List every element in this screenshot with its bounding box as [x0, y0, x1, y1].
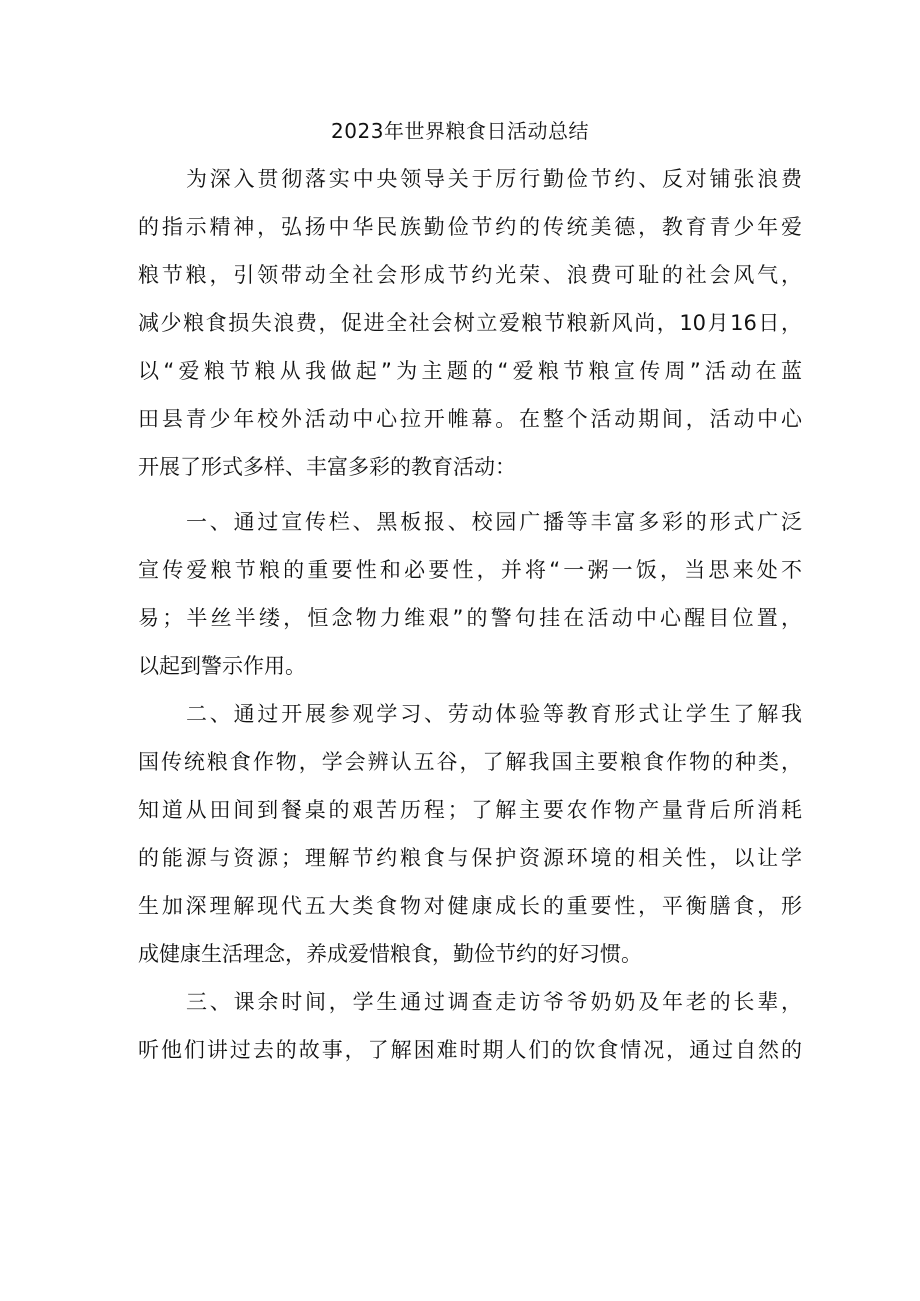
- text-line: 国传统粮食作物，学会辨认五谷，了解我国主要粮食作物的种类，: [138, 750, 802, 774]
- text-line: 宣传爱粮节粮的重要性和必要性，并将“一粥一饭，当思来处不: [138, 558, 802, 582]
- document-title: 2023年世界粮食日活动总结: [331, 119, 589, 143]
- text-line: 听他们讲过去的故事，了解困难时期人们的饮食情况，通过自然的: [138, 1038, 802, 1062]
- paragraph-item-1: [138, 498, 802, 690]
- paragraph-intro: [138, 155, 802, 491]
- text-line: 一、通过宣传栏、黑板报、校园广播等丰富多彩的形式广泛: [186, 510, 802, 534]
- text-line: 田县青少年校外活动中心拉开帷幕。在整个活动期间，活动中心: [138, 407, 802, 431]
- text-line: 生加深理解现代五大类食物对健康成长的重要性，平衡膳食，形: [138, 894, 802, 918]
- paragraph-item-3: [138, 978, 802, 1074]
- text-line: 易；半丝半缕，恒念物力维艰”的警句挂在活动中心醒目位置，: [138, 606, 802, 630]
- paragraph-item-2: [138, 690, 802, 978]
- text-line: 的能源与资源；理解节约粮食与保护资源环境的相关性，以让学: [138, 846, 802, 870]
- text-line: 开展了形式多样、丰富多彩的教育活动：: [138, 455, 516, 479]
- text-line: 以“爱粮节粮从我做起”为主题的“爱粮节粮宣传周”活动在蓝: [138, 359, 802, 383]
- text-line: 的指示精神，弘扬中华民族勤俭节约的传统美德，教育青少年爱: [138, 215, 802, 239]
- text-line: 粮节粮，引领带动全社会形成节约光荣、浪费可耻的社会风气，: [138, 263, 802, 287]
- text-line: 三、课余时间，学生通过调查走访爷爷奶奶及年老的长辈，: [186, 990, 802, 1014]
- text-line: 减少粮食损失浪费，促进全社会树立爱粮节粮新风尚，10月16日，: [138, 311, 802, 335]
- text-line: 成健康生活理念，养成爱惜粮食，勤俭节约的好习惯。: [138, 942, 642, 966]
- text-line: 知道从田间到餐桌的艰苦历程；了解主要农作物产量背后所消耗: [138, 798, 802, 822]
- text-line: 为深入贯彻落实中央领导关于厉行勤俭节约、反对铺张浪费: [186, 167, 802, 191]
- text-line: 以起到警示作用。: [138, 654, 306, 678]
- text-line: 二、通过开展参观学习、劳动体验等教育形式让学生了解我: [186, 702, 802, 726]
